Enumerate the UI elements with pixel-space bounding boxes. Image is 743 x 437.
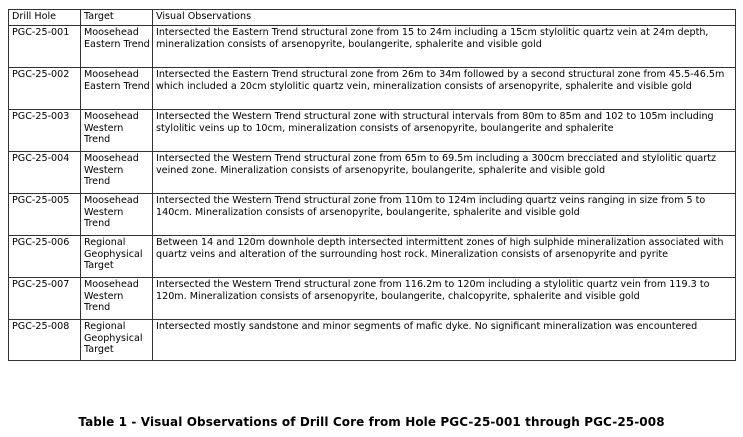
cell-observation: Between 14 and 120m downhole depth intersected intermittent zones of high sulphide mineralization associated with quartz veins and alteration of the surrounding host rock. Mineralization consists of arsenopyrite and pyrite [153, 236, 736, 278]
cell-target: Moosehead Western Trend [81, 278, 153, 320]
table-row [9, 68, 736, 110]
cell-target: Moosehead Western Trend [81, 194, 153, 236]
table-header-row [9, 10, 736, 26]
cell-drill-hole: PGC-25-006 [9, 236, 81, 278]
cell-drill-hole: PGC-25-001 [9, 26, 81, 68]
cell-observation: Intersected the Eastern Trend structural zone from 26m to 34m followed by a second structural zone from 45.5-46.5m which included a 20cm stylolitic quartz vein, mineralization consists of arsenopyrite, sphalerite and visible gold [153, 68, 736, 110]
header-drill-hole: Drill Hole [9, 10, 81, 26]
table-row [9, 152, 736, 194]
table-caption: Table 1 - Visual Observations of Drill Core from Hole PGC-25-001 through PGC-25-008 [78, 415, 665, 429]
drill-observations-table [8, 9, 736, 361]
header-visual-observations: Visual Observations [153, 10, 736, 26]
cell-drill-hole: PGC-25-007 [9, 278, 81, 320]
cell-drill-hole: PGC-25-004 [9, 152, 81, 194]
cell-observation: Intersected the Western Trend structural zone from 65m to 69.5m including a 300cm brecciated and stylolitic quartz veined zone. Mineralization consists of arsenopyrite, boulangerite, sphalerite and visible gold [153, 152, 736, 194]
table-row [9, 110, 736, 152]
table-row [9, 194, 736, 236]
table-row [9, 278, 736, 320]
cell-observation: Intersected mostly sandstone and minor segments of mafic dyke. No significant mineralization was encountered [153, 320, 736, 361]
cell-observation: Intersected the Western Trend structural zone from 110m to 124m including quartz veins ranging in size from 5 to 140cm. Mineralization consists of arsenopyrite, boulangerite, sphalerite and visible gold [153, 194, 736, 236]
cell-target: Moosehead Western Trend [81, 152, 153, 194]
cell-observation: Intersected the Western Trend structural zone with structural intervals from 80m to 85m and 102 to 105m including stylolitic veins up to 10cm, mineralization consists of arsenopyrite, boulangerite and sphalerite [153, 110, 736, 152]
cell-observation: Intersected the Western Trend structural zone from 116.2m to 120m including a stylolitic quartz vein from 119.3 to 120m. Mineralization consists of arsenopyrite, boulangerite, chalcopyrite, sphalerite and visible gold [153, 278, 736, 320]
table-row [9, 26, 736, 68]
cell-target: Moosehead Eastern Trend [81, 68, 153, 110]
cell-target: Moosehead Western Trend [81, 110, 153, 152]
cell-drill-hole: PGC-25-005 [9, 194, 81, 236]
table-row [9, 236, 736, 278]
cell-drill-hole: PGC-25-003 [9, 110, 81, 152]
cell-drill-hole: PGC-25-008 [9, 320, 81, 361]
cell-target: Regional Geophysical Target [81, 320, 153, 361]
table-row [9, 320, 736, 361]
header-target: Target [81, 10, 153, 26]
drill-observations-table-container [8, 9, 735, 361]
cell-observation: Intersected the Eastern Trend structural zone from 15 to 24m including a 15cm stylolitic quartz vein at 24m depth, mineralization consists of arsenopyrite, boulangerite, sphalerite and visible gold [153, 26, 736, 68]
cell-target: Regional Geophysical Target [81, 236, 153, 278]
cell-drill-hole: PGC-25-002 [9, 68, 81, 110]
cell-target: Moosehead Eastern Trend [81, 26, 153, 68]
